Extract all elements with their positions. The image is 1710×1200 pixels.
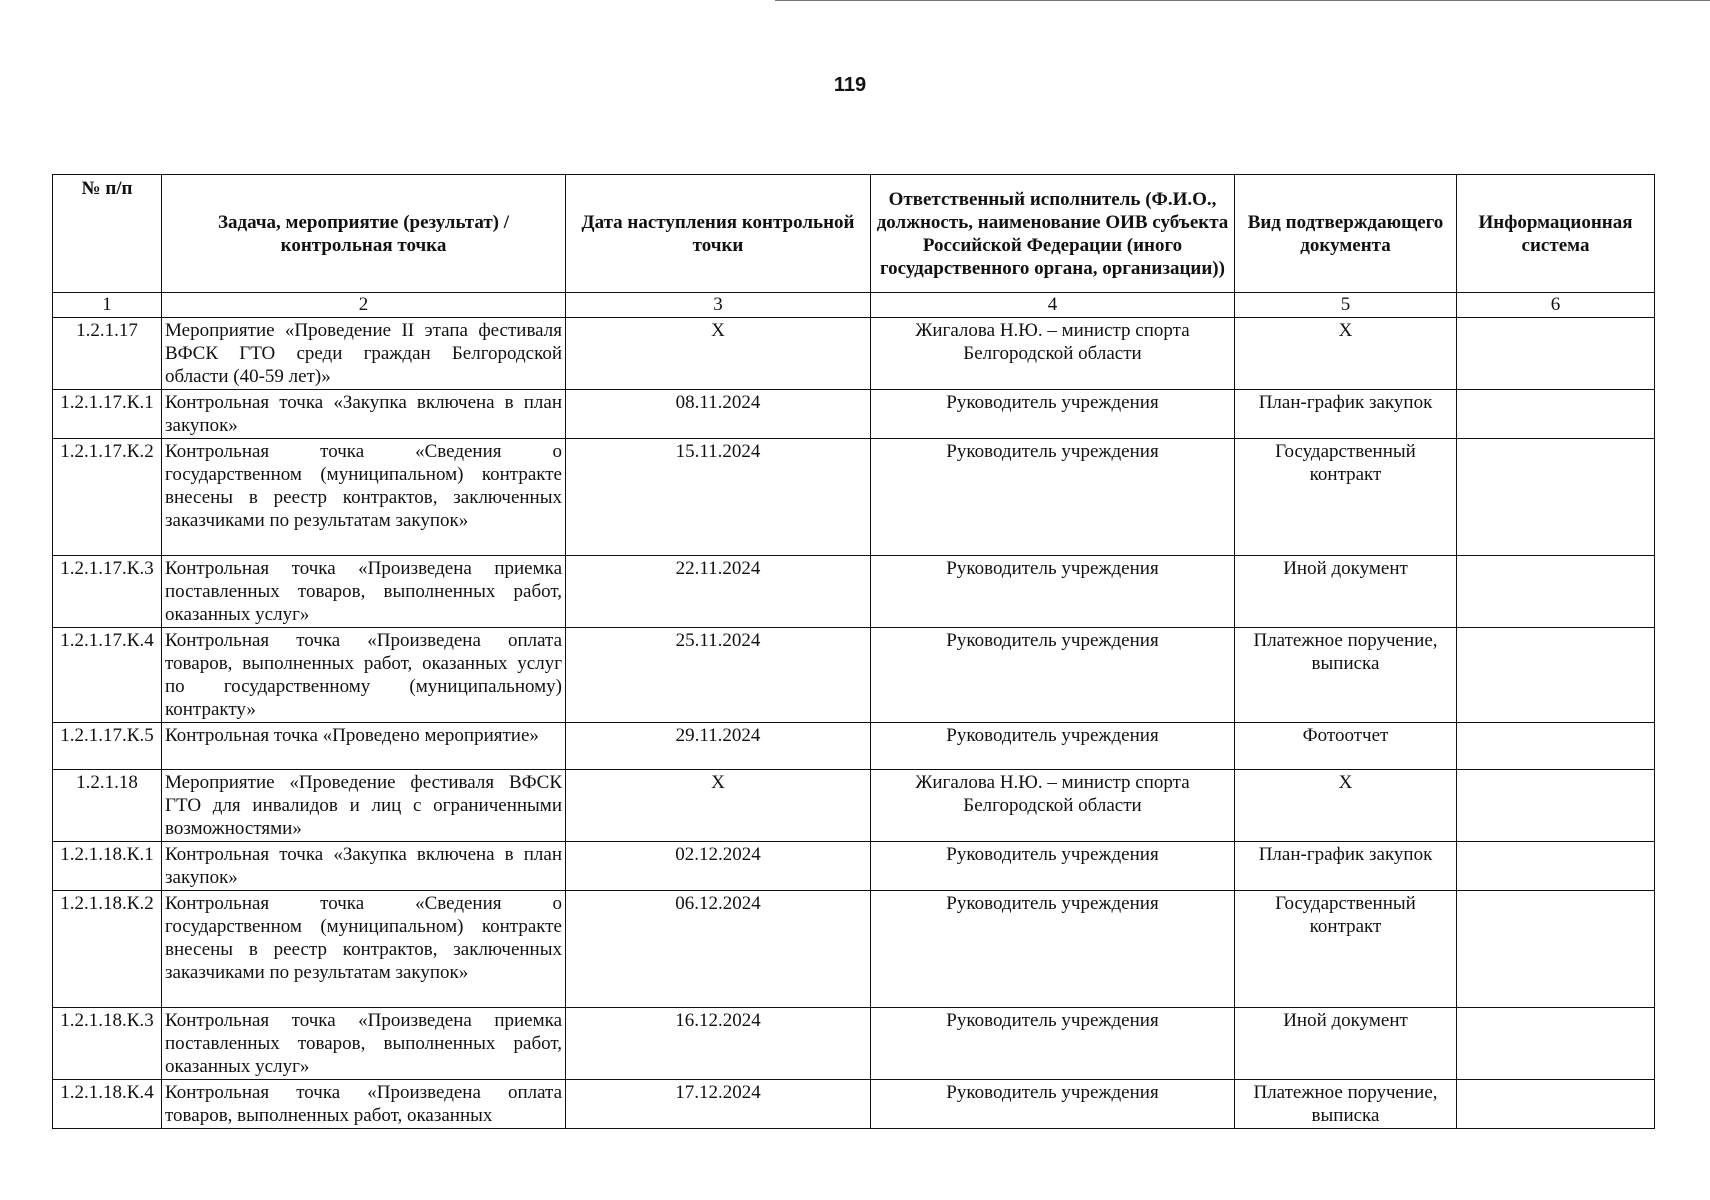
row-date: 06.12.2024: [566, 891, 871, 1008]
row-task: Контрольная точка «Проведено мероприятие»: [162, 723, 566, 770]
header-number: № п/п: [53, 175, 162, 293]
row-document: Государственный контракт: [1235, 891, 1457, 1008]
page-number: 119: [833, 74, 867, 96]
column-number: 1: [53, 293, 162, 318]
row-number: 1.2.1.17.К.2: [53, 439, 162, 556]
row-number: 1.2.1.17.К.4: [53, 628, 162, 723]
row-responsible: Руководитель учреждения: [871, 439, 1235, 556]
row-date: 25.11.2024: [566, 628, 871, 723]
column-number-row: [53, 293, 1655, 318]
row-date: X: [566, 318, 871, 390]
header-task: Задача, мероприятие (результат) / контрольная точка: [162, 175, 566, 293]
row-number: 1.2.1.18.К.2: [53, 891, 162, 1008]
row-date: 17.12.2024: [566, 1080, 871, 1129]
table-row: [53, 318, 1655, 390]
column-number: 3: [566, 293, 871, 318]
row-system: [1457, 390, 1655, 439]
row-document: Иной документ: [1235, 1008, 1457, 1080]
row-responsible: Руководитель учреждения: [871, 628, 1235, 723]
row-task: Мероприятие «Проведение II этапа фестиваля ВФСК ГТО среди граждан Белгородской области (40-59 лет)»: [162, 318, 566, 390]
row-system: [1457, 1008, 1655, 1080]
column-number: 2: [162, 293, 566, 318]
row-responsible: Жигалова Н.Ю. – министр спорта Белгородской области: [871, 770, 1235, 842]
row-task: Мероприятие «Проведение фестиваля ВФСК ГТО для инвалидов и лиц с ограниченными возможностями»: [162, 770, 566, 842]
row-document: План-график закупок: [1235, 842, 1457, 891]
row-number: 1.2.1.17.К.1: [53, 390, 162, 439]
header-responsible: Ответственный исполнитель (Ф.И.О., должность, наименование ОИВ субъекта Российской Федерации (иного государственного органа, организации)): [871, 175, 1235, 293]
row-number: 1.2.1.18.К.1: [53, 842, 162, 891]
row-number: 1.2.1.17.К.3: [53, 556, 162, 628]
top-rule: [775, 0, 1710, 1]
row-task: Контрольная точка «Произведена оплата товаров, выполненных работ, оказанных: [162, 1080, 566, 1129]
header-row: [53, 175, 1655, 293]
header-date: Дата наступления контрольной точки: [566, 175, 871, 293]
row-responsible: Руководитель учреждения: [871, 891, 1235, 1008]
row-date: 02.12.2024: [566, 842, 871, 891]
row-responsible: Руководитель учреждения: [871, 1080, 1235, 1129]
row-number: 1.2.1.17.К.5: [53, 723, 162, 770]
table-row: [53, 628, 1655, 723]
row-number: 1.2.1.18: [53, 770, 162, 842]
row-date: 29.11.2024: [566, 723, 871, 770]
row-system: [1457, 439, 1655, 556]
row-system: [1457, 770, 1655, 842]
row-task: Контрольная точка «Произведена приемка поставленных товаров, выполненных работ, оказанных услуг»: [162, 556, 566, 628]
row-date: 15.11.2024: [566, 439, 871, 556]
row-responsible: Руководитель учреждения: [871, 723, 1235, 770]
row-document: X: [1235, 318, 1457, 390]
row-system: [1457, 723, 1655, 770]
row-system: [1457, 318, 1655, 390]
table-row: [53, 842, 1655, 891]
row-system: [1457, 842, 1655, 891]
row-date: 22.11.2024: [566, 556, 871, 628]
row-document: X: [1235, 770, 1457, 842]
row-document: Платежное поручение, выписка: [1235, 628, 1457, 723]
row-document: Государственный контракт: [1235, 439, 1457, 556]
row-task: Контрольная точка «Сведения о государственном (муниципальном) контракте внесены в реестр контрактов, заключенных заказчиками по результатам закупок»: [162, 439, 566, 556]
row-date: 16.12.2024: [566, 1008, 871, 1080]
table-row: [53, 439, 1655, 556]
table-row: [53, 1008, 1655, 1080]
row-responsible: Жигалова Н.Ю. – министр спорта Белгородской области: [871, 318, 1235, 390]
row-task: Контрольная точка «Произведена оплата товаров, выполненных работ, оказанных услуг по государственному (муниципальному) контракту»: [162, 628, 566, 723]
table-row: [53, 770, 1655, 842]
column-number: 4: [871, 293, 1235, 318]
table-row: [53, 891, 1655, 1008]
table-row: [53, 723, 1655, 770]
table-row: [53, 556, 1655, 628]
table-row: [53, 390, 1655, 439]
column-number: 5: [1235, 293, 1457, 318]
row-responsible: Руководитель учреждения: [871, 1008, 1235, 1080]
row-document: План-график закупок: [1235, 390, 1457, 439]
table-row: [53, 1080, 1655, 1129]
row-responsible: Руководитель учреждения: [871, 842, 1235, 891]
row-task: Контрольная точка «Произведена приемка поставленных товаров, выполненных работ, оказанных услуг»: [162, 1008, 566, 1080]
row-system: [1457, 556, 1655, 628]
row-system: [1457, 1080, 1655, 1129]
row-document: Фотоотчет: [1235, 723, 1457, 770]
row-date: 08.11.2024: [566, 390, 871, 439]
row-number: 1.2.1.18.К.4: [53, 1080, 162, 1129]
row-number: 1.2.1.17: [53, 318, 162, 390]
row-responsible: Руководитель учреждения: [871, 556, 1235, 628]
column-number: 6: [1457, 293, 1655, 318]
row-date: X: [566, 770, 871, 842]
header-document: Вид подтверждающего документа: [1235, 175, 1457, 293]
control-points-table: [52, 174, 1655, 1129]
row-task: Контрольная точка «Сведения о государственном (муниципальном) контракте внесены в реестр контрактов, заключенных заказчиками по результатам закупок»: [162, 891, 566, 1008]
header-system: Информационная система: [1457, 175, 1655, 293]
row-system: [1457, 628, 1655, 723]
row-document: Платежное поручение, выписка: [1235, 1080, 1457, 1129]
row-number: 1.2.1.18.К.3: [53, 1008, 162, 1080]
row-responsible: Руководитель учреждения: [871, 390, 1235, 439]
row-task: Контрольная точка «Закупка включена в план закупок»: [162, 390, 566, 439]
row-system: [1457, 891, 1655, 1008]
row-task: Контрольная точка «Закупка включена в план закупок»: [162, 842, 566, 891]
row-document: Иной документ: [1235, 556, 1457, 628]
